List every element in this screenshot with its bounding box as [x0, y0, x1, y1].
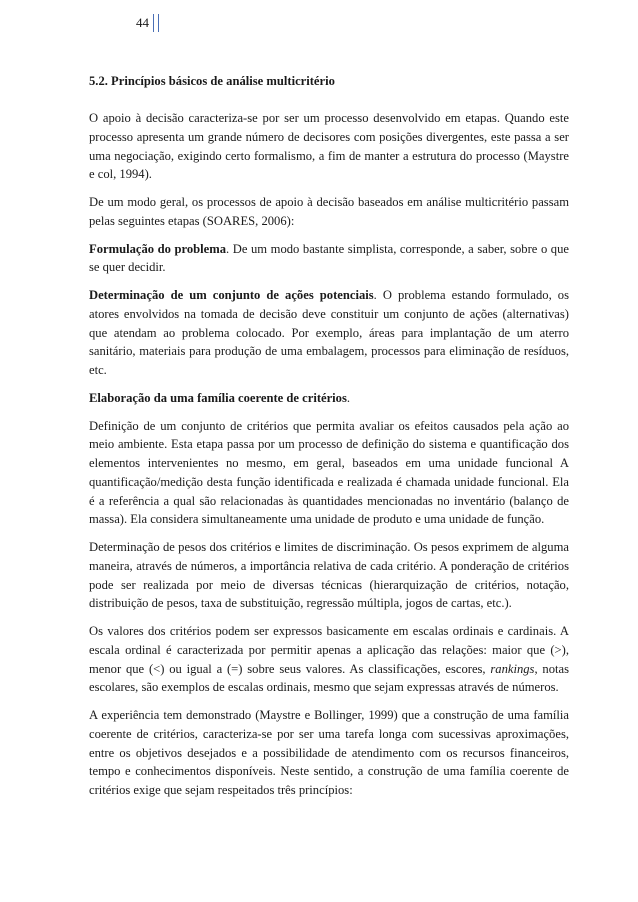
header-divider-bars	[153, 14, 159, 32]
paragraph-4-heading: Determinação de um conjunto de ações potenciais	[89, 288, 374, 302]
paragraph-5	[89, 389, 569, 408]
paragraph-4	[89, 286, 569, 380]
page-header	[136, 14, 159, 32]
page-number: 44	[136, 15, 149, 30]
paragraph-3-heading: Formulação do problema	[89, 241, 227, 256]
paragraph-3-text: . De um modo bastante simplista, corresponde, a saber, sobre o que se quer decidir.	[89, 241, 569, 275]
paragraph-1: O apoio à decisão caracteriza-se por ser um processo desenvolvido em etapas. Quando este processo apresenta um grande número de decisores com posições divergentes, este passa a ser uma negociação, exigindo certo formalismo, a fim de manter a estrutura do processo (Maystre e col, 1994).	[89, 111, 569, 182]
paragraph-7: Determinação de pesos dos critérios e limites de discriminação. Os pesos exprimem de alguma maneira, através de números, a importância relativa de cada critério. A ponderação de critérios pode ser realizada por meio de diversas técnicas (hierarquização de critérios, notação, distribuição de pesos, taxa de substituição, regressão múltipla, jogos de cartas, etc.).	[89, 540, 569, 611]
paragraph-4-text: . O problema estando formulado, os atores envolvidos na tomada de decisão deve constituir um conjunto de ações (alternativas) que atendam ao problema colocado. Por exemplo, áreas para implantação de um aterro sanitário, materiais para produção de uma embalagem, processos para eliminação de resíduos, etc.	[89, 288, 569, 377]
paragraph-8-text-after: , notas escolares, são exemplos de escalas ordinais, mesmo que sejam expressas através de números.	[89, 661, 569, 695]
paragraph-2: De um modo geral, os processos de apoio à decisão baseados em análise multicritério passam pelas seguintes etapas (SOARES, 2006):	[89, 195, 569, 228]
section-title: 5.2. Princípios básicos de análise multicritério	[89, 74, 335, 88]
paragraph-8-text-before: Os valores dos critérios podem ser expressos basicamente em escalas ordinais e cardinais. A escala ordinal é caracterizada por permitir apenas a aplicação das relações: maior que (>), menor que (<) ou igual a (=) sobre seus valores. As classificações, escores,	[89, 624, 569, 676]
paragraph-5-heading: Elaboração da uma família coerente de critérios	[89, 390, 347, 405]
paragraph-9: A experiência tem demonstrado (Maystre e Bollinger, 1999) que a construção de uma família coerente de critérios, caracteriza-se por ser uma tarefa longa com sucessivas aproximações, entre os objetivos desejados e a possibilidade de atendimento com os recursos financeiros, tempo e conhecimentos disponíveis. Neste sentido, a construção de uma família coerente de critérios exige que sejam respeitados três princípios:	[89, 708, 569, 797]
paragraph-3	[89, 240, 569, 278]
paragraph-6: Definição de um conjunto de critérios que permita avaliar os efeitos causados pela ação ao meio ambiente. Esta etapa passa por um processo de definição do sistema e quantificação dos elementos intervenientes no mesmo, em geral, baseados em uma unidade funcional A quantificação/medição desta função identificada e realizada é chamada unidade funcional. Ela é a referência a qual são relacionadas às quantidades mencionadas no inventário (balanço de massa). Ela considera simultaneamente uma unidade de produto e uma unidade de função.	[89, 418, 569, 527]
paragraph-5-text: .	[346, 390, 351, 405]
document-body	[89, 72, 569, 809]
paragraph-8-italic: rankings	[490, 661, 535, 676]
paragraph-8	[89, 622, 569, 697]
